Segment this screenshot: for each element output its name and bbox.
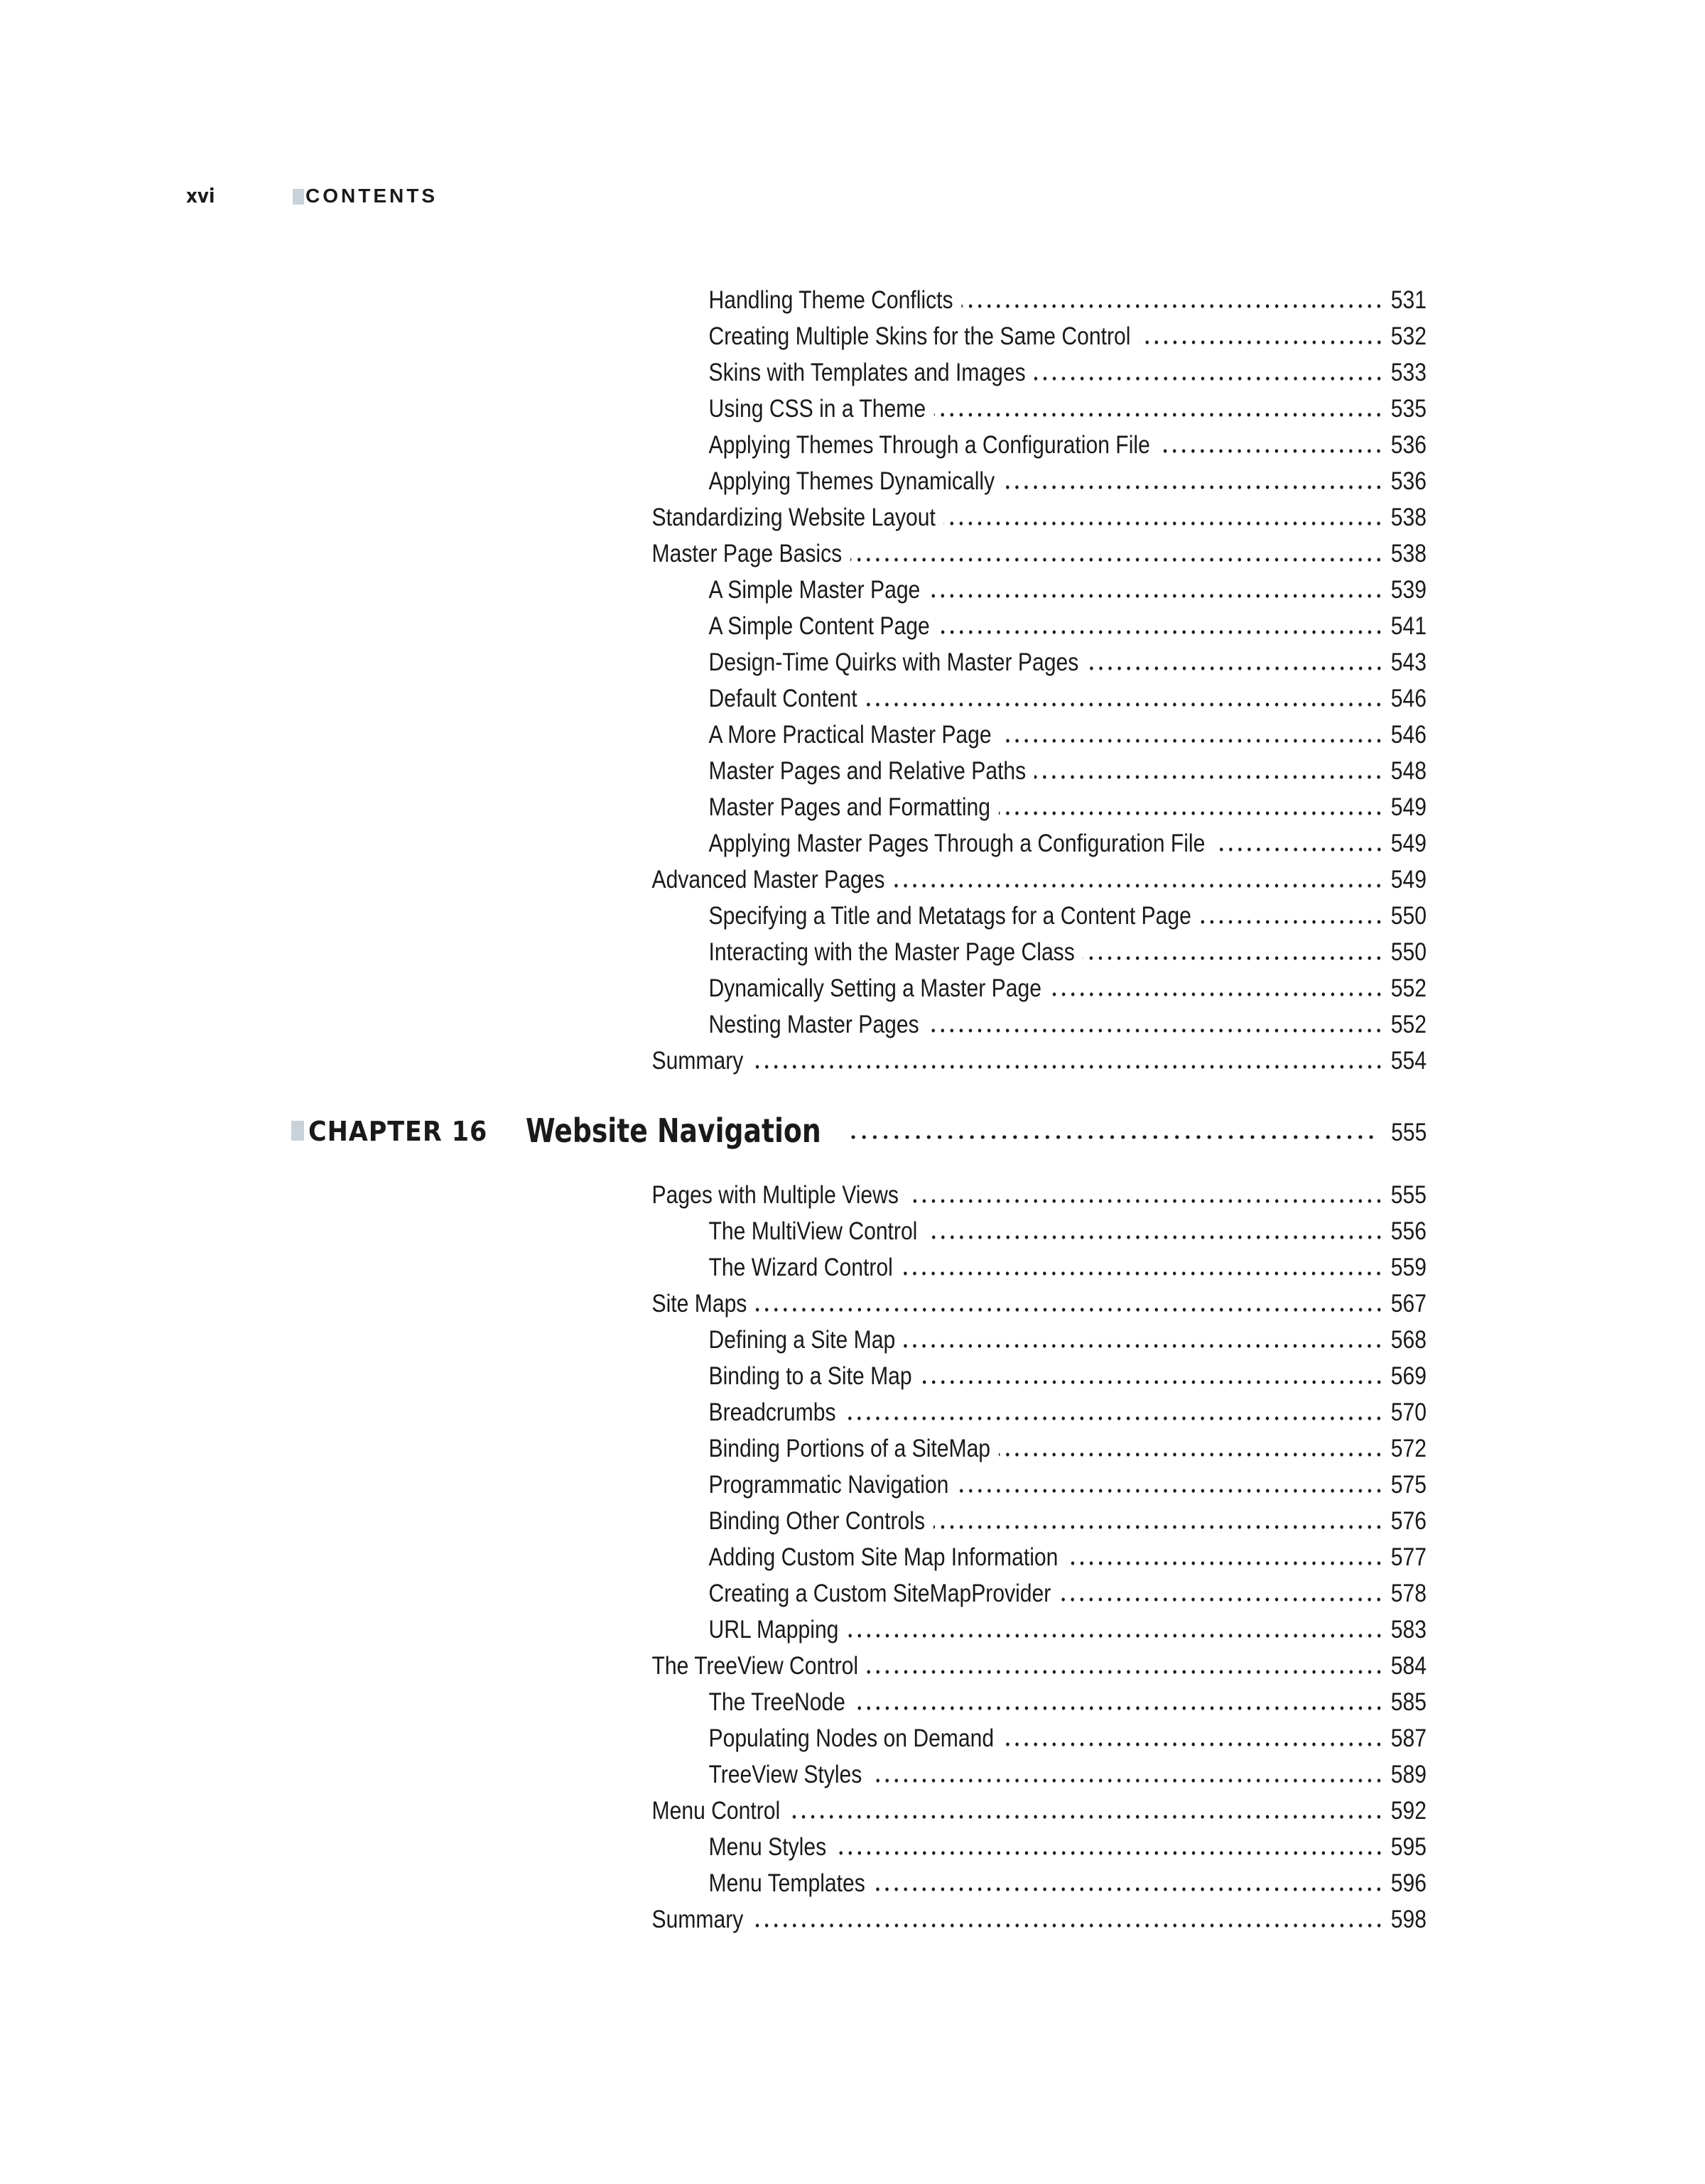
toc-entry-page: 570 [1390, 1398, 1427, 1426]
toc-entry[interactable] [652, 536, 1427, 572]
toc-entry-label: TreeView Styles [708, 1761, 862, 1788]
toc-entry[interactable] [709, 1685, 1427, 1720]
dot-leader [1034, 774, 1383, 780]
dot-leader [1139, 339, 1383, 345]
toc-entry[interactable] [709, 464, 1427, 499]
toc-entry-page: 552 [1390, 1011, 1427, 1038]
toc-entry-label: Defining a Site Map [708, 1326, 896, 1354]
toc-entry-page: 546 [1390, 685, 1427, 712]
toc-entry[interactable] [709, 1359, 1427, 1394]
toc-entry[interactable] [652, 1286, 1427, 1322]
toc-entry-label: Standardizing Website Layout [651, 504, 936, 531]
toc-entry-page: 538 [1390, 504, 1427, 531]
dot-leader [1159, 448, 1384, 454]
toc-entry[interactable] [709, 1612, 1427, 1648]
toc-entry-label: Handling Theme Conflicts [708, 286, 953, 314]
toc-entry-label: The MultiView Control [708, 1217, 918, 1245]
toc-entry[interactable] [709, 1431, 1427, 1467]
toc-entry-label: A More Practical Master Page [708, 721, 992, 749]
dot-leader [907, 1198, 1383, 1204]
toc-entry-label: Master Pages and Formatting [708, 793, 991, 821]
dot-leader [962, 303, 1384, 309]
chapter-entry [526, 1109, 1427, 1152]
dot-leader [944, 521, 1384, 526]
toc-entry[interactable] [709, 754, 1427, 789]
toc-entry-page: 550 [1390, 902, 1427, 930]
toc-entry[interactable] [709, 681, 1427, 717]
dot-leader [904, 1343, 1383, 1349]
toc-entry-label: Binding Portions of a SiteMap [708, 1435, 991, 1462]
toc-entry-page: 585 [1390, 1688, 1427, 1716]
toc-entry-page: 578 [1390, 1580, 1427, 1607]
dot-leader [1003, 484, 1383, 490]
toc-entry[interactable] [709, 1830, 1427, 1865]
toc-entry[interactable] [709, 428, 1427, 463]
dot-leader [934, 412, 1383, 418]
toc-entry[interactable] [709, 283, 1427, 318]
toc-entry-label: Interacting with the Master Page Class [708, 938, 1075, 966]
toc-entry[interactable] [652, 1178, 1427, 1213]
dot-leader [957, 1488, 1383, 1494]
toc-entry-page: 548 [1390, 757, 1427, 785]
toc-entry-label: A Simple Content Page [708, 612, 930, 640]
page-number: xvi [186, 184, 215, 207]
toc-entry[interactable] [709, 1576, 1427, 1612]
toc-entry-label: Populating Nodes on Demand [708, 1724, 995, 1752]
toc-entry-page: 541 [1390, 612, 1427, 640]
dot-leader [847, 1633, 1383, 1639]
dot-leader [921, 1379, 1384, 1385]
toc-entry[interactable] [709, 1395, 1427, 1430]
toc-entry-label: Menu Templates [708, 1869, 865, 1897]
toc-entry[interactable] [709, 898, 1427, 934]
toc-entry[interactable] [652, 1648, 1427, 1684]
toc-entry-page: 568 [1390, 1326, 1427, 1354]
dot-leader [999, 810, 1383, 816]
dot-leader [999, 1452, 1383, 1457]
toc-entry-label: Menu Control [651, 1797, 781, 1825]
chapter-page: 555 [1390, 1119, 1427, 1146]
toc-entry-page: 592 [1390, 1797, 1427, 1825]
toc-entry-label: Summary [651, 1047, 744, 1075]
toc-entry-page: 546 [1390, 721, 1427, 749]
toc-entry-page: 555 [1390, 1181, 1427, 1209]
toc-entry-label: Applying Themes Dynamically [708, 467, 995, 495]
toc-entry[interactable] [709, 1322, 1427, 1358]
toc-entry[interactable] [709, 1250, 1427, 1286]
toc-entry-page: 556 [1390, 1217, 1427, 1245]
toc-entry-page: 536 [1390, 467, 1427, 495]
toc-entry-label: Menu Styles [708, 1833, 827, 1861]
toc-entry[interactable] [652, 862, 1427, 898]
toc-entry[interactable] [709, 1504, 1427, 1539]
toc-entry-label: Applying Themes Through a Configuration File [708, 431, 1150, 459]
toc-entry[interactable] [709, 645, 1427, 680]
toc-entry-label: Specifying a Title and Metatags for a Content Page [708, 902, 1191, 930]
toc-entry[interactable] [709, 319, 1427, 354]
toc-entry-page: 549 [1390, 830, 1427, 857]
toc-entry-label: The TreeNode [708, 1688, 845, 1716]
dot-leader [835, 1850, 1383, 1856]
dot-leader [850, 1134, 1377, 1140]
toc-entry-label: Master Pages and Relative Paths [708, 757, 1027, 785]
dot-leader [789, 1814, 1383, 1820]
dot-leader [752, 1064, 1383, 1070]
toc-entry-page: 549 [1390, 793, 1427, 821]
toc-entry-page: 569 [1390, 1362, 1427, 1390]
toc-entry-label: URL Mapping [708, 1616, 839, 1644]
toc-entry[interactable] [709, 1214, 1427, 1249]
toc-entry-page: 598 [1390, 1906, 1427, 1933]
toc-entry[interactable] [652, 500, 1427, 536]
toc-entry[interactable] [709, 609, 1427, 644]
toc-entry[interactable] [709, 971, 1427, 1006]
toc-entry-label: Using CSS in a Theme [708, 395, 926, 423]
toc-entry-page: 533 [1390, 359, 1427, 386]
toc-entry-page: 543 [1390, 648, 1427, 676]
dot-leader [854, 1705, 1383, 1711]
toc-entry-label: Applying Master Pages Through a Configuration File [708, 830, 1206, 857]
toc-entry-page: 572 [1390, 1435, 1427, 1462]
dot-leader [850, 557, 1383, 563]
dot-leader [1213, 847, 1383, 852]
dot-leader [902, 1271, 1384, 1276]
dot-leader [867, 1669, 1383, 1675]
toc-entry-label: A Simple Master Page [708, 576, 921, 604]
toc-entry-page: 536 [1390, 431, 1427, 459]
dot-leader [926, 1234, 1383, 1240]
toc-entry[interactable] [709, 826, 1427, 862]
dot-leader [929, 593, 1383, 599]
toc-entry-page: 589 [1390, 1761, 1427, 1788]
chapter-marker-icon [291, 1121, 304, 1141]
toc-entry[interactable] [709, 1757, 1427, 1793]
toc-entry-page: 539 [1390, 576, 1427, 604]
toc-entry-label: Programmatic Navigation [708, 1471, 949, 1499]
toc-entry-page: 567 [1390, 1290, 1427, 1318]
toc-entry-label: Creating Multiple Skins for the Same Control [708, 322, 1131, 350]
toc-entry-page: 583 [1390, 1616, 1427, 1644]
toc-entry[interactable] [709, 391, 1427, 427]
toc-entry-label: Creating a Custom SiteMapProvider [708, 1580, 1051, 1607]
toc-entry-label: Breadcrumbs [708, 1398, 836, 1426]
running-title: CONTENTS [305, 185, 438, 207]
dot-leader [752, 1923, 1383, 1928]
toc-entry-page: 596 [1390, 1869, 1427, 1897]
toc-entry-page: 584 [1390, 1652, 1427, 1680]
page-header [186, 182, 470, 210]
dot-leader [866, 702, 1384, 707]
dot-leader [1066, 1560, 1383, 1566]
toc-entry-label: Site Maps [651, 1290, 747, 1318]
toc-entry-page: 549 [1390, 866, 1427, 893]
dot-leader [1083, 955, 1384, 961]
toc-entry-label: Binding Other Controls [708, 1507, 926, 1535]
toc-entry-page: 595 [1390, 1833, 1427, 1861]
toc-entry-label: Design-Time Quirks with Master Pages [708, 648, 1079, 676]
toc-entry-page: 575 [1390, 1471, 1427, 1499]
toc-entry[interactable] [709, 1540, 1427, 1575]
toc-entry-label: Default Content [708, 685, 857, 712]
toc-entry-label: Master Page Basics [651, 540, 843, 567]
toc-entry[interactable] [709, 717, 1427, 753]
dot-leader [1050, 992, 1383, 997]
toc-entry-page: 531 [1390, 286, 1427, 314]
toc-entry-label: Nesting Master Pages [708, 1011, 919, 1038]
toc-entry[interactable] [709, 572, 1427, 608]
dot-leader [1087, 665, 1383, 671]
toc-entry-label: Pages with Multiple Views [651, 1181, 899, 1209]
toc-entry[interactable] [652, 1793, 1427, 1829]
toc-entry-page: 535 [1390, 395, 1427, 423]
chapter-label: CHAPTER 16 [308, 1116, 488, 1147]
dot-leader [928, 1028, 1384, 1033]
toc-entry-label: The Wizard Control [708, 1254, 893, 1281]
dot-leader [874, 1886, 1384, 1892]
toc-entry[interactable] [709, 935, 1427, 970]
dot-leader [1034, 376, 1384, 381]
toc-entry-page: 587 [1390, 1724, 1427, 1752]
toc-entry[interactable] [709, 1007, 1427, 1043]
toc-entry[interactable] [709, 355, 1427, 391]
toc-entry-label: Summary [651, 1906, 744, 1933]
dot-leader [938, 629, 1384, 635]
toc-entry-label: Adding Custom Site Map Information [708, 1543, 1059, 1571]
toc-entry[interactable] [709, 1467, 1427, 1503]
toc-entry-label: Advanced Master Pages [651, 866, 885, 893]
dot-leader [1059, 1597, 1383, 1602]
toc-entry[interactable] [709, 790, 1427, 825]
header-marker-icon [293, 189, 304, 205]
toc-entry-label: Binding to a Site Map [708, 1362, 912, 1390]
toc-entry[interactable] [652, 1043, 1427, 1079]
dot-leader [933, 1524, 1383, 1530]
toc-entry-page: 550 [1390, 938, 1427, 966]
toc-entry-page: 538 [1390, 540, 1427, 567]
dot-leader [894, 883, 1384, 889]
toc-entry-label: The TreeView Control [651, 1652, 859, 1680]
chapter-title: Website Navigation [526, 1112, 821, 1150]
toc-entry-page: 576 [1390, 1507, 1427, 1535]
toc-entry-page: 552 [1390, 974, 1427, 1002]
dot-leader [1002, 1742, 1383, 1747]
toc-entry-page: 577 [1390, 1543, 1427, 1571]
toc-entry-label: Dynamically Setting a Master Page [708, 974, 1041, 1002]
dot-leader [870, 1778, 1383, 1783]
toc-entry-page: 559 [1390, 1254, 1427, 1281]
toc-entry[interactable] [652, 1902, 1427, 1938]
toc-entry[interactable] [709, 1721, 1427, 1756]
dot-leader [1200, 919, 1384, 925]
dot-leader [845, 1416, 1384, 1421]
chapter-heading[interactable] [291, 1109, 1427, 1152]
dot-leader [755, 1307, 1383, 1313]
toc-entry-label: Skins with Templates and Images [708, 359, 1026, 386]
toc-entry[interactable] [709, 1866, 1427, 1901]
dot-leader [1000, 738, 1384, 744]
toc-entry-page: 532 [1390, 322, 1427, 350]
toc-entry-page: 554 [1390, 1047, 1427, 1075]
